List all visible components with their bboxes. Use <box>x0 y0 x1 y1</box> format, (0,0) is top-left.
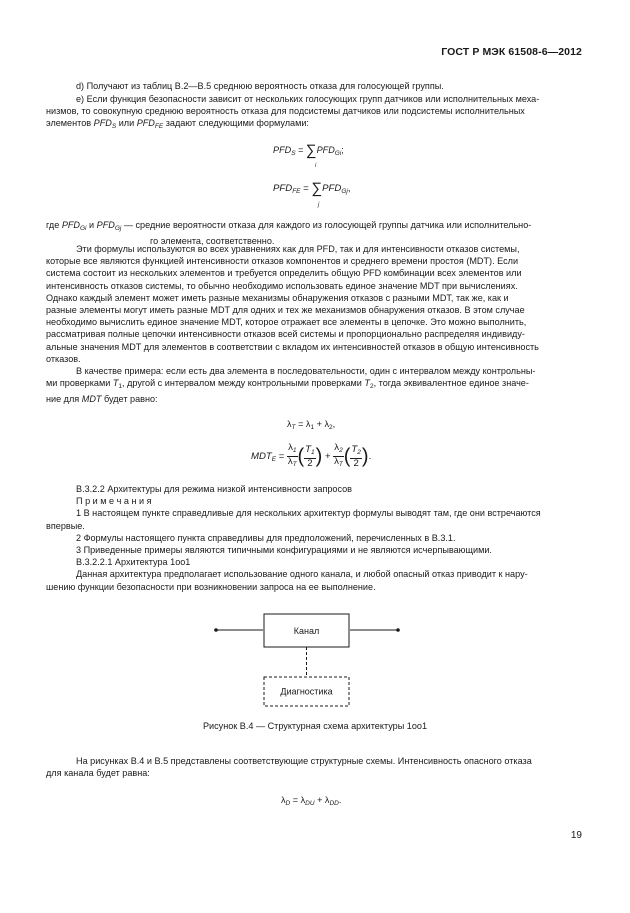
formula-mdt-e: $MDT_E$ = $\frac{\lambda_1}{\lambda_T}$ ( $\frac{T_1}{2}$ ) + $\frac{\lambda_2}{\lambda_T}$ ( $\frac{T_2}{2}$ ). <box>251 442 372 469</box>
section-notes-block: В.3.2.2 Архитектуры для режима низкой интенсивности запросов П р и м е ч а н и я 1 В настоящем пункте справедливые для нескольких архитектур формулы выводят там, где они встречаются впервые. 2 Формулы настоящего пункта справедливы для предположений, перечисленных в В.3.1. 3 Приведенные примеры являются типичными конфигурациями и не являются исчерпывающими. В.3.2.2.1 Архитектура 1oo1 Данная архитектура предполагает использование одного канала, и любой опасный отказ приводит к нару- шению функции безопасности при возникновении запроса на ее выполнение. <box>46 483 583 593</box>
formula1-sum-index: i <box>315 163 317 169</box>
paragraph-d: d) Получают из таблиц В.2—В.5 среднюю вероятность отказа для голосующей группы. <box>76 81 444 91</box>
formula2-sum-index: j <box>318 202 320 208</box>
formula-pfd-s: $PFD_S = \sum PFD_{Gi}$; <box>273 142 344 159</box>
architecture-1oo1-diagram <box>0 600 630 715</box>
channel-label: Канал <box>293 626 320 636</box>
formula-lambda-d: $\lambda_D = \lambda_{DU} + \lambda_{DD}$. <box>281 795 342 807</box>
fraction-t1: $\frac{T_1}{2}$ <box>305 443 315 469</box>
notes-heading: П р и м е ч а н и я <box>76 496 152 507</box>
fraction-lambda2: $\frac{\lambda_2}{\lambda_T}$ <box>334 442 343 468</box>
paragraph-formulas: Эти формулы используются во всех уравнениях как для PFD, так и для интенсивности отказов системы, которые все являются функцией интенсивности отказов компонентов и среднего времени простоя (MDT). Если система состоит из нескольких элементов и требуется определить общую PFD комбинации всех элементов или интенсивность отказов системы, то обычно необходимо использовать единое значение MDT при вычислениях. Однако каждый элемент может иметь разные механизмы обнаружения отказов с разными MDT, так же, как и разные элементы могут иметь разные MDT для одних и тех же механизмов обнаружения отказов. В этом случае необходимо вычислить единое значение MDT, которое отражает все элементы в цепочке. Это можно выполнить, рассматривая полные цепочки интенсивности отказов всей системы и пропорционально распределяя индивиду- альные значения MDT для элементов в соответствии с вкладом их интенсивностей отказов в общую интенсивность отказов. <box>46 244 539 364</box>
where-definition: где $PFD_{Gi}$ и $PFD_{Gj}$ — средние вероятности отказа для каждого из голосующей группы датчика или исполнительно- го элемента, соответственно. <box>46 220 532 247</box>
paragraph-figures: На рисунках В.4 и В.5 представлены соответствующие структурные схемы. Интенсивность опасного отказа для канала будет равна: <box>46 756 532 779</box>
diagnostics-label: Диагностика <box>280 686 333 697</box>
section-b3221-heading: В.3.2.2.1 Архитектура 1oo1 <box>76 557 191 568</box>
fraction-lambda1: $\frac{\lambda_1}{\lambda_T}$ <box>287 442 297 468</box>
standard-header: ГОСТ Р МЭК 61508-6—2012 <box>441 46 582 58</box>
output-terminal <box>396 628 400 632</box>
formula-pfd-fe: $PFD_{FE} = \sum PFD_{Gj}$, <box>273 180 351 197</box>
paragraph-example: В качестве примера: если есть два элемента в последовательности, один с интервалом между контрольны- ми проверками $T_1$, другой с интервалом между контрольными проверками $T_2$, тогда эквивалентное единое значе- ние для MDT будет равно: <box>46 366 536 405</box>
input-terminal <box>214 628 218 632</box>
figure-caption: Рисунок В.4 — Структурная схема архитектуры 1oo1 <box>202 721 428 731</box>
formula-lambda-t: $\lambda_T = \lambda_1 + \lambda_2$, <box>287 419 336 431</box>
paragraph-e: е) Если функция безопасности зависит от нескольких голосующих групп датчиков или исполнительных меха- низмов, то совокупную среднюю вероятность отказа для подсистемы датчиков или подсистемы исполнительных элементов $PFD_S$ или $PFD_{FE}$ задают следующими формулами: <box>46 94 540 131</box>
page-number: 19 <box>570 830 582 841</box>
fraction-t2: $\frac{T_2}{2}$ <box>351 443 361 469</box>
section-b322-heading: В.3.2.2 Архитектуры для режима низкой интенсивности запросов <box>76 484 353 494</box>
